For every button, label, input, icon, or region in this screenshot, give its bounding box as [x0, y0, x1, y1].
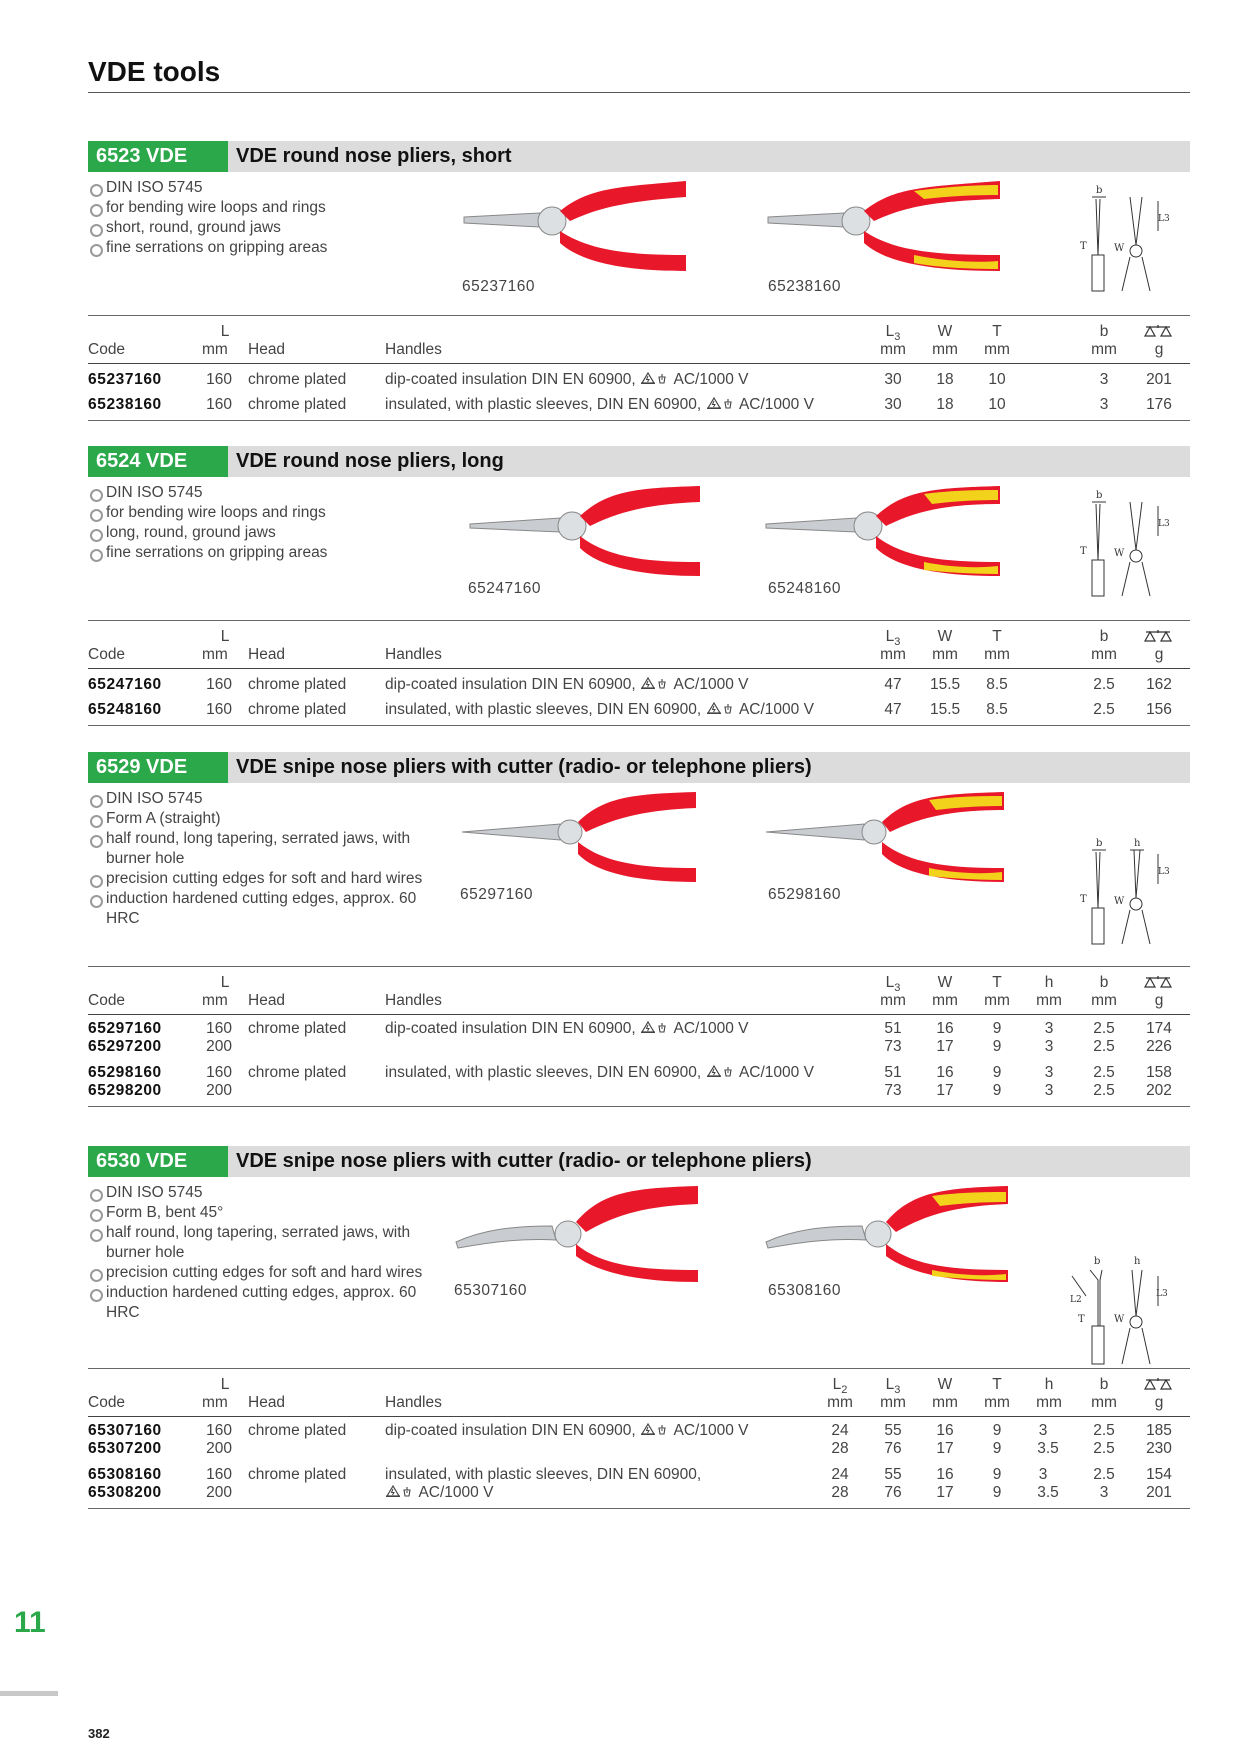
- svg-text:b: b: [1096, 185, 1103, 196]
- length-value: 160: [206, 1064, 232, 1081]
- handles-value: AC/1000 V: [385, 1484, 493, 1502]
- handles-value: insulated, with plastic sleeves, DIN EN 60900,: [385, 1466, 702, 1483]
- b-value: 2.5: [1093, 1064, 1115, 1081]
- h-value: 3: [1044, 1082, 1054, 1099]
- plier-image-yellow: [764, 788, 1008, 884]
- col-unit: g: [1154, 1394, 1164, 1411]
- W-value: 16: [936, 1466, 954, 1483]
- svg-text:W: W: [1114, 896, 1125, 907]
- W-value: 16: [936, 1064, 954, 1081]
- col-header-head: Head: [248, 992, 286, 1009]
- svg-text:W: W: [1114, 548, 1125, 559]
- product-code: 65237160: [88, 371, 162, 388]
- col-unit: mm: [932, 1394, 958, 1411]
- svg-text:T: T: [1080, 546, 1087, 557]
- feature-item: DIN ISO 5745: [88, 789, 428, 809]
- col-unit: mm: [880, 1394, 906, 1411]
- col-header-code: Code: [88, 992, 126, 1009]
- col-unit: mm: [880, 992, 906, 1009]
- h-value: 3: [1038, 1466, 1048, 1483]
- W-value: 17: [936, 1082, 954, 1099]
- W-value: 17: [936, 1484, 954, 1501]
- col-header-T: T: [992, 1376, 1002, 1393]
- svg-text:W: W: [1114, 1314, 1125, 1325]
- col-header-L3: $L_3$: [885, 628, 901, 648]
- product-code: 65308160: [88, 1466, 162, 1483]
- section-6530: [88, 1146, 1190, 1501]
- col-header-handles: Handles: [385, 341, 442, 358]
- balance-scale-icon: [1143, 324, 1173, 340]
- col-unit: g: [1154, 341, 1164, 358]
- feature-item: DIN ISO 5745: [88, 178, 428, 198]
- feature-item: DIN ISO 5745: [88, 1183, 428, 1203]
- feature-item: precision cutting edges for soft and hard wires: [88, 869, 428, 889]
- image-code: 65237160: [462, 278, 535, 295]
- T-value: 9: [992, 1020, 1002, 1037]
- col-header-head: Head: [248, 646, 286, 663]
- plier-image-red: [460, 177, 690, 273]
- feature-item: long, round, ground jaws: [88, 523, 428, 543]
- product-code: 65308200: [88, 1484, 162, 1501]
- weight-value: 154: [1146, 1466, 1172, 1483]
- col-header-head: Head: [248, 341, 286, 358]
- plier-image-red: [452, 1182, 702, 1282]
- chapter-number: 11: [14, 1606, 46, 1639]
- col-unit: mm: [827, 1394, 853, 1411]
- vde-insulation-mark-icon: [640, 1020, 670, 1034]
- col-unit: mm: [1091, 341, 1117, 358]
- length-value: 200: [206, 1038, 232, 1055]
- head-value: chrome plated: [248, 1466, 347, 1483]
- head-value: chrome plated: [248, 1020, 347, 1037]
- b-value: 2.5: [1093, 1038, 1115, 1055]
- section-title: VDE snipe nose pliers with cutter (radio- or telephone pliers): [236, 1150, 812, 1172]
- col-header-L: L: [220, 974, 230, 991]
- col-unit: mm: [984, 1394, 1010, 1411]
- svg-text:T: T: [1080, 894, 1087, 905]
- handles-value: insulated, with plastic sleeves, DIN EN 60900, AC/1000 V: [385, 1064, 814, 1081]
- weight-value: 156: [1146, 701, 1172, 718]
- section-code: 6530 VDE: [88, 1146, 228, 1177]
- svg-text:L3: L3: [1156, 1289, 1168, 1299]
- col-unit: g: [1154, 646, 1164, 663]
- weight-value: 202: [1146, 1082, 1172, 1099]
- col-header-code: Code: [88, 341, 126, 358]
- section-6529: [88, 752, 1190, 1099]
- T-value: 9: [992, 1082, 1002, 1099]
- col-header-L: L: [220, 1376, 230, 1393]
- section-6524: [88, 446, 1190, 718]
- weight-value: 162: [1146, 676, 1172, 693]
- image-code: 65238160: [768, 278, 841, 295]
- col-header-W: W: [937, 974, 953, 991]
- col-header-b: b: [1099, 1376, 1109, 1393]
- section-title: VDE snipe nose pliers with cutter (radio- or telephone pliers): [236, 756, 812, 778]
- h-value: 3: [1044, 1038, 1054, 1055]
- svg-text:L3: L3: [1158, 214, 1170, 224]
- col-header-handles: Handles: [385, 646, 442, 663]
- col-unit: mm: [1091, 646, 1117, 663]
- col-header-code: Code: [88, 1394, 126, 1411]
- L3-value: 30: [884, 396, 902, 413]
- col-unit: mm: [1036, 992, 1062, 1009]
- weight-value: 201: [1146, 371, 1172, 388]
- product-code: 65248160: [88, 701, 162, 718]
- feature-item: half round, long tapering, serrated jaws, with burner hole: [88, 1223, 428, 1263]
- image-code: 65247160: [468, 580, 541, 597]
- vde-insulation-mark-icon: [706, 701, 736, 715]
- h-value: 3: [1038, 1422, 1048, 1439]
- col-header-W: W: [937, 1376, 953, 1393]
- L3-value: 73: [884, 1082, 902, 1099]
- W-value: 17: [936, 1440, 954, 1457]
- length-value: 160: [206, 1466, 232, 1483]
- col-unit: mm: [202, 992, 228, 1009]
- col-header-L3: $L_3$: [885, 974, 901, 994]
- handles-value: insulated, with plastic sleeves, DIN EN 60900, AC/1000 V: [385, 701, 814, 718]
- col-unit: mm: [202, 646, 228, 663]
- handles-value: dip-coated insulation DIN EN 60900, AC/1000 V: [385, 1020, 749, 1037]
- weight-value: 158: [1146, 1064, 1172, 1081]
- product-code: 65307160: [88, 1422, 162, 1439]
- handles-value: dip-coated insulation DIN EN 60900, AC/1000 V: [385, 676, 749, 693]
- product-code: 65247160: [88, 676, 162, 693]
- feature-list: [88, 789, 428, 929]
- L2-value: 28: [831, 1440, 849, 1457]
- section-code: 6523 VDE: [88, 141, 228, 172]
- length-value: 160: [206, 371, 232, 388]
- section-header: [88, 752, 1190, 783]
- b-value: 3: [1099, 371, 1109, 388]
- col-header-h: h: [1044, 1376, 1054, 1393]
- weight-value: 185: [1146, 1422, 1172, 1439]
- T-value: 10: [988, 396, 1006, 413]
- section-code: 6524 VDE: [88, 446, 228, 477]
- W-value: 17: [936, 1038, 954, 1055]
- col-unit: mm: [932, 341, 958, 358]
- head-value: chrome plated: [248, 701, 347, 718]
- svg-text:b: b: [1094, 1256, 1101, 1267]
- col-header-T: T: [992, 323, 1002, 340]
- title-rule: [88, 92, 1190, 93]
- dimension-diagram: [1078, 490, 1168, 600]
- handles-value: dip-coated insulation DIN EN 60900, AC/1000 V: [385, 371, 749, 388]
- b-value: 2.5: [1093, 676, 1115, 693]
- col-header-h: h: [1044, 974, 1054, 991]
- plier-image-yellow: [764, 177, 1004, 273]
- col-header-b: b: [1099, 628, 1109, 645]
- plier-image-red: [468, 482, 704, 578]
- b-value: 2.5: [1093, 1082, 1115, 1099]
- col-header-L3: $L_3$: [885, 323, 901, 343]
- svg-text:b: b: [1096, 838, 1103, 849]
- section-header: [88, 1146, 1190, 1177]
- length-value: 160: [206, 701, 232, 718]
- feature-list: [88, 1183, 428, 1323]
- product-code: 65298160: [88, 1064, 162, 1081]
- svg-text:L3: L3: [1158, 519, 1170, 529]
- image-code: 65308160: [768, 1282, 841, 1299]
- vde-insulation-mark-icon: [385, 1484, 415, 1498]
- length-value: 160: [206, 676, 232, 693]
- W-value: 15.5: [930, 701, 961, 718]
- col-unit: mm: [932, 992, 958, 1009]
- col-unit: mm: [1091, 992, 1117, 1009]
- dimension-diagram: [1056, 1256, 1168, 1368]
- length-value: 200: [206, 1082, 232, 1099]
- col-header-handles: Handles: [385, 1394, 442, 1411]
- svg-text:L2: L2: [1070, 1295, 1082, 1305]
- vde-insulation-mark-icon: [640, 1422, 670, 1436]
- svg-text:T: T: [1078, 1314, 1085, 1325]
- L3-value: 51: [884, 1020, 902, 1037]
- weight-value: 174: [1146, 1020, 1172, 1037]
- L3-value: 73: [884, 1038, 902, 1055]
- col-header-T: T: [992, 974, 1002, 991]
- b-value: 2.5: [1093, 1020, 1115, 1037]
- weight-value: 176: [1146, 396, 1172, 413]
- feature-list: [88, 178, 428, 258]
- W-value: 18: [936, 396, 954, 413]
- section-code: 6529 VDE: [88, 752, 228, 783]
- L2-value: 24: [831, 1466, 849, 1483]
- product-code: 65297200: [88, 1038, 162, 1055]
- L2-value: 24: [831, 1422, 849, 1439]
- col-unit: mm: [880, 646, 906, 663]
- svg-text:b: b: [1096, 490, 1103, 501]
- weight-value: 201: [1146, 1484, 1172, 1501]
- feature-item: fine serrations on gripping areas: [88, 238, 428, 258]
- product-code: 65298200: [88, 1082, 162, 1099]
- col-header-b: b: [1099, 323, 1109, 340]
- image-code: 65297160: [460, 886, 533, 903]
- T-value: 9: [992, 1466, 1002, 1483]
- weight-value: 226: [1146, 1038, 1172, 1055]
- b-value: 3: [1099, 396, 1109, 413]
- col-header-L3: $L_3$: [885, 1376, 901, 1396]
- head-value: chrome plated: [248, 396, 347, 413]
- W-value: 16: [936, 1020, 954, 1037]
- length-value: 160: [206, 1020, 232, 1037]
- svg-text:T: T: [1080, 241, 1087, 252]
- vde-insulation-mark-icon: [640, 371, 670, 385]
- feature-item: for bending wire loops and rings: [88, 503, 428, 523]
- head-value: chrome plated: [248, 371, 347, 388]
- feature-item: fine serrations on gripping areas: [88, 543, 428, 563]
- col-header-b: b: [1099, 974, 1109, 991]
- plier-image-yellow: [764, 482, 1004, 578]
- L3-value: 30: [884, 371, 902, 388]
- b-value: 3: [1099, 1484, 1109, 1501]
- svg-text:L3: L3: [1158, 867, 1170, 877]
- page-number: 382: [88, 1726, 110, 1741]
- balance-scale-icon: [1143, 629, 1173, 645]
- vde-insulation-mark-icon: [640, 676, 670, 690]
- section-header: [88, 446, 1190, 477]
- plier-image-red: [460, 788, 700, 884]
- col-header-W: W: [937, 323, 953, 340]
- feature-item: induction hardened cutting edges, approx. 60 HRC: [88, 1283, 428, 1323]
- head-value: chrome plated: [248, 676, 347, 693]
- b-value: 2.5: [1093, 701, 1115, 718]
- section-title: VDE round nose pliers, short: [236, 145, 512, 167]
- col-header-head: Head: [248, 1394, 286, 1411]
- W-value: 16: [936, 1422, 954, 1439]
- col-unit: mm: [880, 341, 906, 358]
- L3-value: 51: [884, 1064, 902, 1081]
- L3-value: 76: [884, 1484, 902, 1501]
- T-value: 9: [992, 1038, 1002, 1055]
- col-header-T: T: [992, 628, 1002, 645]
- product-code: 65297160: [88, 1020, 162, 1037]
- length-value: 160: [206, 396, 232, 413]
- handles-value: dip-coated insulation DIN EN 60900, AC/1000 V: [385, 1422, 749, 1439]
- image-code: 65307160: [454, 1282, 527, 1299]
- col-unit: mm: [984, 646, 1010, 663]
- length-value: 200: [206, 1440, 232, 1457]
- T-value: 9: [992, 1440, 1002, 1457]
- col-unit: g: [1154, 992, 1164, 1009]
- col-header-W: W: [937, 628, 953, 645]
- col-header-handles: Handles: [385, 992, 442, 1009]
- col-unit: mm: [984, 992, 1010, 1009]
- L3-value: 55: [884, 1422, 902, 1439]
- col-header-L: L: [220, 323, 230, 340]
- feature-list: [88, 483, 428, 563]
- col-header-L2: $L_2$: [832, 1376, 848, 1396]
- vde-insulation-mark-icon: [706, 396, 736, 410]
- product-code: 65238160: [88, 396, 162, 413]
- col-unit: mm: [202, 341, 228, 358]
- W-value: 15.5: [930, 676, 961, 693]
- T-value: 8.5: [986, 676, 1008, 693]
- svg-text:W: W: [1114, 243, 1125, 254]
- chapter-tab-bar: [0, 1691, 58, 1696]
- T-value: 10: [988, 371, 1006, 388]
- T-value: 9: [992, 1422, 1002, 1439]
- L3-value: 47: [884, 676, 902, 693]
- h-value: 3.5: [1037, 1440, 1059, 1457]
- col-header-code: Code: [88, 646, 126, 663]
- col-header-L: L: [220, 628, 230, 645]
- weight-value: 230: [1146, 1440, 1172, 1457]
- col-unit: mm: [202, 1394, 228, 1411]
- dimension-diagram: [1078, 838, 1168, 948]
- section-6523: [88, 141, 1190, 413]
- h-value: 3.5: [1037, 1484, 1059, 1501]
- b-value: 2.5: [1093, 1466, 1115, 1483]
- col-unit: mm: [984, 341, 1010, 358]
- product-code: 65307200: [88, 1440, 162, 1457]
- b-value: 2.5: [1093, 1440, 1115, 1457]
- page-title: VDE tools: [88, 56, 221, 87]
- L3-value: 55: [884, 1466, 902, 1483]
- feature-item: DIN ISO 5745: [88, 483, 428, 503]
- handles-value: insulated, with plastic sleeves, DIN EN 60900, AC/1000 V: [385, 396, 814, 413]
- plier-image-yellow: [762, 1182, 1012, 1282]
- T-value: 9: [992, 1484, 1002, 1501]
- image-code: 65298160: [768, 886, 841, 903]
- length-value: 200: [206, 1484, 232, 1501]
- h-value: 3: [1044, 1020, 1054, 1037]
- vde-insulation-mark-icon: [706, 1064, 736, 1078]
- col-unit: mm: [932, 646, 958, 663]
- image-code: 65248160: [768, 580, 841, 597]
- length-value: 160: [206, 1422, 232, 1439]
- feature-item: half round, long tapering, serrated jaws, with burner hole: [88, 829, 428, 869]
- head-value: chrome plated: [248, 1064, 347, 1081]
- head-value: chrome plated: [248, 1422, 347, 1439]
- feature-item: Form B, bent 45°: [88, 1203, 428, 1223]
- feature-item: for bending wire loops and rings: [88, 198, 428, 218]
- col-unit: mm: [1036, 1394, 1062, 1411]
- W-value: 18: [936, 371, 954, 388]
- svg-text:h: h: [1134, 1256, 1141, 1267]
- section-header: [88, 141, 1190, 172]
- h-value: 3: [1044, 1064, 1054, 1081]
- feature-item: short, round, ground jaws: [88, 218, 428, 238]
- L3-value: 47: [884, 701, 902, 718]
- L2-value: 28: [831, 1484, 849, 1501]
- svg-text:h: h: [1134, 838, 1141, 849]
- col-unit: mm: [1091, 1394, 1117, 1411]
- b-value: 2.5: [1093, 1422, 1115, 1439]
- balance-scale-icon: [1143, 975, 1173, 991]
- dimension-diagram: [1078, 185, 1168, 295]
- feature-item: induction hardened cutting edges, approx. 60 HRC: [88, 889, 428, 929]
- T-value: 8.5: [986, 701, 1008, 718]
- T-value: 9: [992, 1064, 1002, 1081]
- section-title: VDE round nose pliers, long: [236, 450, 504, 472]
- balance-scale-icon: [1143, 1377, 1173, 1393]
- feature-item: precision cutting edges for soft and hard wires: [88, 1263, 428, 1283]
- feature-item: Form A (straight): [88, 809, 428, 829]
- L3-value: 76: [884, 1440, 902, 1457]
